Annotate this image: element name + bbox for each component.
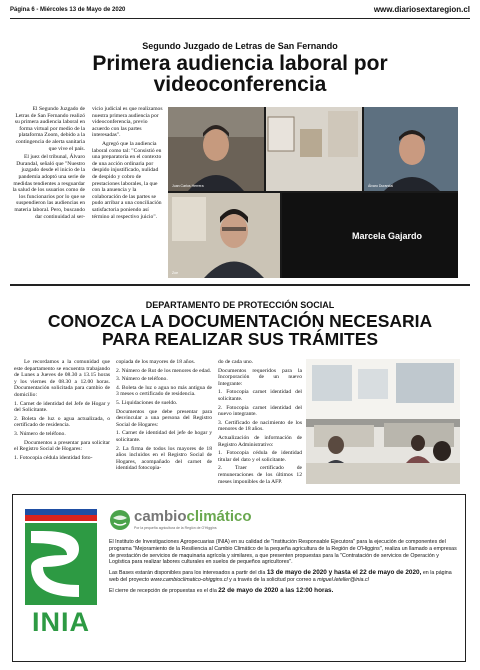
article2-paragraph: Le recordamos a la comunidad que este departamento se encuentra trabajando de Lunes a Jueves de 08.30 a 13.15 horas y los viernes de 08.30 a 12.00 horas. Documentación solicitada para cambio de domicilio: [14,359,110,398]
header-rule [10,18,470,19]
article2-paragraph: Actualización de información de Registro Administrativo: [218,434,302,448]
article1-column-1 [12,106,85,222]
article2-list-item: 3. Número de teléfono. [14,430,66,437]
article2-list-item: 2. Boleta de luz o agua actualizada, o certificado de residencia. [14,415,110,429]
article2-list-item: copiada de los mayores de 18 años. [116,359,196,365]
article2-list-item: 1. Fotocopia carnet identidad del solicitante. [218,389,302,402]
ad-paragraph-bases [109,569,457,584]
article2-list-item: 5. Liquidaciones de sueldo. [116,399,178,406]
article1-headline-line1: Primera audiencia laboral por [92,52,388,75]
article2-kicker: DEPARTAMENTO DE PROTECCIÓN SOCIAL [145,300,335,310]
article2-list-item: 1. Carnet de identidad del jefe de hogar y solicitante. [116,430,212,443]
brand-word-cambio: cambio [134,508,187,525]
article2-list-item: 2. Fotocopia carnet identidad del nuevo integrante. [218,404,302,418]
site-url[interactable]: www.diariosextaregion.cl [373,5,470,14]
participant-name-tile: Marcela Gajardo [352,231,423,241]
article1-headline-line2: videoconferencia [153,73,327,97]
ad-body [109,539,457,598]
page-number: Página 6 [10,7,35,13]
videoconference-photo [168,107,458,278]
page-number-date [10,7,125,13]
article1-paragraph: vicio judicial es que realizamos nuestra primera audiencia por videoconferencia, previo acuerdo con las partes interesadas". [92,106,163,139]
ad-text-segment: El cierre de recepción de propuestas es el día [109,588,219,595]
article2-headline-line1: CONOZCA LA DOCUMENTACIÓN NECESARIA [47,311,433,331]
ad-deadline: 22 de mayo de 2020 a las 12:00 horas. [218,587,334,595]
article2-column-3 [218,359,302,487]
cambio-climatico-brand [109,507,309,533]
article2-list-item: 3. Número de teléfono. [116,376,168,383]
section-divider [10,284,470,286]
article2-paragraph: Documentos a presentar para solicitar el Registro Social de Hogares: [14,439,110,453]
article1-headline [10,53,470,96]
office-photo [306,359,460,484]
article2-list-item: 2. Traer certificado de remuneraciones de los últimos 12 meses imponibles de la AFP. [218,465,302,485]
article2-headline-line2: PARA REALIZAR SUS TRÁMITES [101,328,379,349]
article2-list-item: 4. Boleta de luz o agua no más antigua de 3 meses o certificado de residencia. [116,384,212,398]
brand-tagline: Por la pequeña agricultura de la Región de O'Higgins [134,526,217,530]
participant-label: Juan Carlos Herrera [172,184,204,188]
article2-list-item: 1. Fotocopia cédula identidad foto- [14,454,93,461]
article1-paragraph: El Segundo Juzgado de Letras de San Fernando realizó su primera audiencia laboral en forma virtual por medio de la plataforma Zoom, debido a la contingencia de alerta sanitaria que vive el país. [14,106,85,152]
article2-column-2 [116,359,212,474]
article2-list-item: 3. Certificado de nacimiento de los menores de 18 años. [218,419,302,433]
article1-paragraph: Agregó que la audiencia laboral como tal: "Consistió en una preparatoria en el contexto de una acción ordinaria por despido injustificado, nulidad de despido y cobro de prestaciones laborales, la que con la anuencia y la colaboración de las partes se pudo arribar a una conciliación satisfactoria poniendo así término al respectivo juicio". [92,140,162,220]
inia-advertisement [12,494,466,662]
inia-logo-text: INIA [32,607,90,637]
brand-word-climatico: climático [186,508,252,525]
inia-logo [25,509,97,637]
article1-column-2 [92,106,164,222]
ad-text-segment: Las Bases estarán disponibles para los interesados a partir del día [109,570,267,577]
ad-text-segment: en la página web del proyecto [109,570,452,584]
page-header [10,4,470,18]
article2-column-1 [14,359,110,463]
ad-text-segment: y a través de la solicitud por correo a [227,577,318,584]
project-website-link[interactable]: www.cambioclimatico-ohiggins.cl [150,577,228,584]
article1-paragraph: El juez del tribunal, Álvaro Durandal, señaló que "Nuestro juzgado desde el inicio de la pandemia adoptó una serie de medidas tendientes a resguardar la salud de los usuarios como de los funcionarios por lo que se suspendieron las audiencias en materia laboral. Pero, buscando dar continuidad al ser- [12,154,85,220]
article2-list-item: 1. Carnet de identidad del Jefe de Hogar y del Solicitante. [14,400,110,414]
article2-list-item: do de cada uno. [218,359,254,365]
article1-kicker: Segundo Juzgado de Letras de San Fernando [142,41,338,51]
article2-list-item: 2. Número de Rut de los menores de edad. [116,367,212,374]
participant-label: Zoe [172,271,179,275]
participant-label: Álvaro Durandal [368,184,394,188]
ad-date-range: 13 de mayo de 2020 y hasta el 22 de mayo de 2020, [266,569,422,577]
article2-paragraph: Documentos requeridos para la Incorporación de un nuevo Integrante: [218,367,302,387]
article2-paragraph: Documentos que debe presentar para desvincular a una persona del Registro Social de Hogares: [116,408,212,428]
article2-list-item: 1. Fotocopia cédula de identidad titular del dato y el solicitante. [218,450,302,463]
ad-paragraph-call: El Instituto de Investigaciones Agropecuarias (INIA) en su calidad de "Institución Responsable Ejecutora" para la ejecución de componentes del programa "Mejoramiento de la Resiliencia al Cambio Climático de la pequeña agricultura de la Región de O'Higgins", realiza un llamado a empresas de prestación de servicios de maquinaria agrícola y similares, a que presenten propuestas para la "Contratación de servicios de Operación y Logística para realizar labores culturales en suelos de pequeños agricultores". [109,539,457,566]
article2-headline [10,313,470,349]
contact-email-link[interactable]: miguel.leteller@inia.cl [317,577,369,584]
article2-list-item: 2. La firma de todos los mayores de 18 años incluidos en el Registro Social de Hogares, acompañado del carnet de identidad fotocopia- [116,445,212,472]
issue-date: - Miércoles 13 de Mayo de 2020 [34,7,126,13]
globe-icon [109,509,131,531]
ad-paragraph-deadline [109,587,457,595]
